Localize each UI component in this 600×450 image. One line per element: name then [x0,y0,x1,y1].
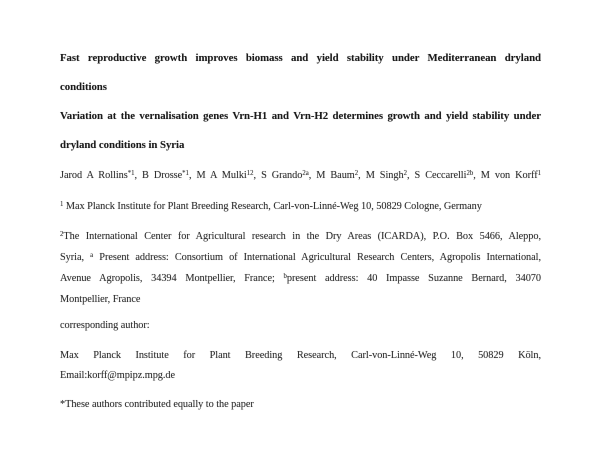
author-singh [366,170,415,181]
author-separator: , [473,170,481,181]
author-name: S Ceccarelli [414,170,467,181]
author-drosse [142,170,196,181]
affiliation-icarda-line1-text: The International Center for Agricultural research in the Dry Areas (ICARDA), P.O. Box 5466, Aleppo, [63,231,541,242]
present-address-marker-a: a [90,251,94,259]
affiliation-marker-1: 1 [60,200,64,208]
author-name: M A Mulki [196,170,247,181]
affiliation-mpi-text: Max Planck Institute for Plant Breeding Research, Carl-von-Linné-Weg 10, 50829 Cologne, Germany [63,201,482,212]
affiliation-mpi [60,196,541,217]
author-name: M Baum [316,170,355,181]
author-separator: , [407,170,415,181]
author-affiliation-marker: 12 [246,169,254,177]
author-separator: , [188,170,197,181]
paper-title-main-line1: Fast reproductive growth improves biomass and yield stability under Mediterranean dryland [60,52,541,64]
author-name: M Singh [365,170,404,181]
author-separator: , [358,170,366,181]
paper-title-main [60,44,541,102]
affiliation-icarda-line3-pre: Avenue Agropolis, 34394 Montpellier, France; [60,273,284,284]
corresponding-author-address [60,346,541,386]
author-separator: , [308,170,317,181]
author-separator: , [134,170,143,181]
affiliation-icarda [60,226,541,310]
author-ceccarelli [415,170,481,181]
affiliation-icarda-line1 [60,226,541,247]
author-name: Jarod A Rollins [60,170,128,181]
corresponding-author-heading: corresponding author: [60,320,150,331]
present-address-marker-b: b [283,272,287,280]
paper-title-alternate [60,102,541,160]
paper-title-alternate-line1: Variation at the vernalisation genes Vrn-H1 and Vrn-H2 determines growth and yield stability under [60,110,541,122]
author-name: M von Korff [480,170,538,181]
affiliation-icarda-line3 [60,268,541,289]
author-affiliation-marker: 2 [354,169,359,177]
affiliation-icarda-line2-pre: Syria, [60,252,91,263]
author-affiliation-marker: 2b [466,169,474,177]
author-affiliation-marker: *1 [182,169,189,177]
author-baum [316,170,365,181]
corresponding-author-address-line1: Max Planck Institute for Plant Breeding Research, Carl-von-Linné-Weg 10, 50829 Köln, [60,350,541,361]
author-mulki [196,170,261,181]
author-rollins [60,170,142,181]
author-vonkorff [481,170,541,181]
author-name: B Drosse [142,170,183,181]
affiliation-icarda-line2 [60,247,541,268]
author-affiliation-marker: *1 [127,169,135,177]
paper-title-alternate-line2: dryland conditions in Syria [60,139,185,151]
equal-contribution-footnote: *These authors contributed equally to the paper [60,399,254,410]
author-affiliation-marker: 1 [537,169,541,177]
affiliation-marker-2: 2 [60,230,64,238]
author-affiliation-marker: 2 [403,169,407,177]
page-content [60,44,541,415]
author-separator: , [253,170,262,181]
affiliation-icarda-line3-text: present address: 40 Impasse Suzanne Bernard, 34070 [286,273,541,284]
author-list [60,166,541,186]
paper-title-main-line2: conditions [60,81,107,93]
affiliation-icarda-line2-text: Present address: Consortium of International Agricultural Research Centers, Agropolis International, [93,252,541,263]
author-affiliation-marker: 2a [302,169,309,177]
author-name: S Grando [261,170,303,181]
affiliation-icarda-line4: Montpellier, France [60,294,141,305]
author-grando [261,170,316,181]
corresponding-author-email: Email:korff@mpipz.mpg.de [60,370,176,381]
